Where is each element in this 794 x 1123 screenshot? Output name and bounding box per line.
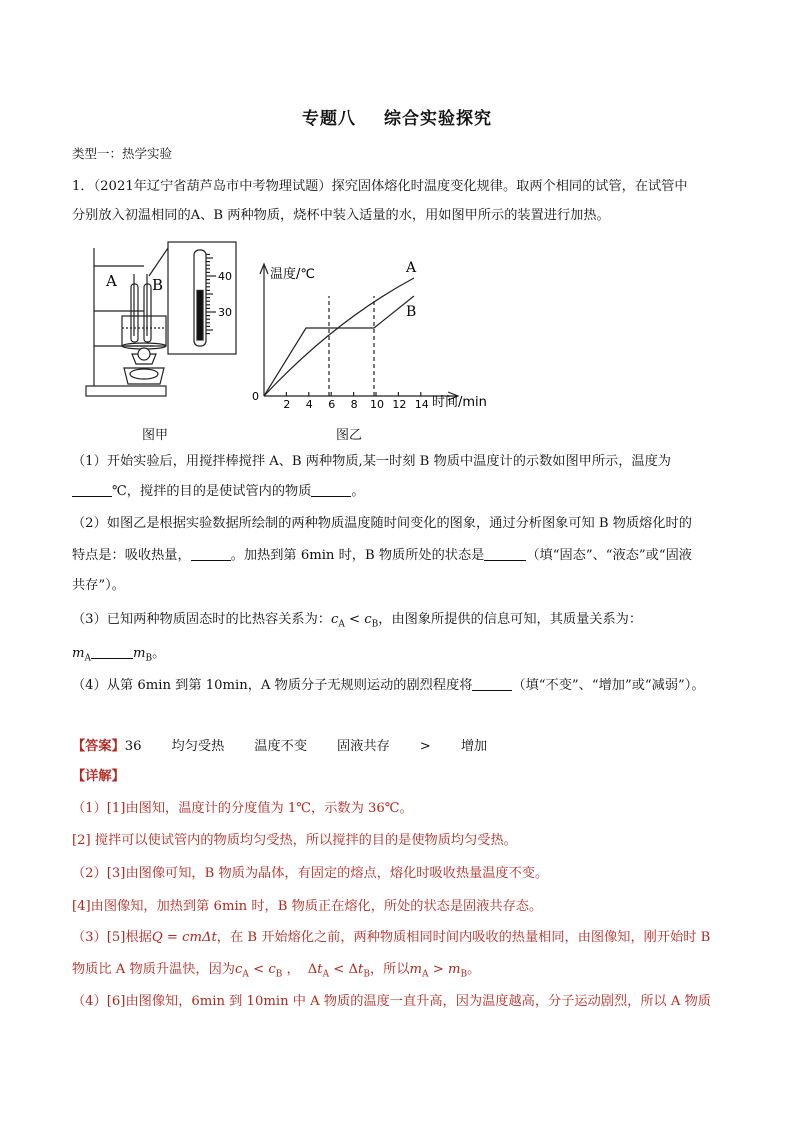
detail-line-5: [72, 928, 732, 948]
detail5-text-a: （3）[5]根据: [72, 930, 152, 945]
series-b-line: [264, 296, 417, 396]
answer-6: 增加: [460, 739, 488, 754]
answer-5: >: [419, 739, 431, 754]
experiment-figures: [84, 236, 534, 436]
part2-text-b: 。加热到第 6min 时，B 物质所处的状态是: [230, 548, 485, 563]
graph-xlabel: 时间/min: [432, 395, 487, 410]
thermo-label-40: 40: [218, 270, 232, 283]
temperature-time-graph: [260, 264, 458, 400]
part1-line1: （1）开始实验后，用搅拌棒搅拌 A、B 两种物质,某一时刻 B 物质中温度计的示数如图甲所示，温度为: [72, 454, 671, 469]
blank-3[interactable]: [191, 547, 231, 561]
blank-1[interactable]: [72, 483, 112, 497]
detail5-formula: Q = cmΔt: [151, 930, 217, 945]
question-line-1: 1．（2021年辽宁省葫芦岛市中考物理试题）探究固体熔化时温度变化规律。取两个相同的试管，在试管中: [72, 179, 688, 194]
x-tick-label: 6: [328, 398, 336, 411]
x-tick-label: 10: [370, 398, 384, 411]
lamp-body: [130, 369, 158, 379]
part4-line: [72, 676, 732, 696]
x-tick-label: 4: [305, 398, 313, 411]
figure-jia-caption: 图甲: [142, 428, 169, 443]
blank-4[interactable]: [484, 547, 526, 561]
part3-text-b: ，由图象所提供的信息可知，其质量关系为：: [378, 612, 643, 627]
answer-1: 36: [124, 739, 142, 754]
mercury-column: [197, 290, 203, 340]
detail-label: 【详解】: [72, 769, 125, 784]
detail-line-6: 物质比 A 物质升温快，因为$c_A < c_B$ ， $\Delta t_A < \Delta t_B$，所以$m_A > m_B$。: [72, 962, 481, 980]
x-tick-labels: [283, 398, 428, 411]
series-b-label: B: [406, 304, 417, 320]
answer-4: 固液共存: [337, 739, 390, 754]
x-tick-label: 12: [392, 398, 407, 411]
thermometer-zoom: [168, 242, 236, 354]
part4-text-b: （填“不变”、“增加”或“减弱”）。: [512, 678, 705, 693]
part2-text-a: 特点是：吸收热量，: [72, 548, 191, 563]
part2-line1: （2）如图乙是根据实验数据所绘制的两种物质温度随时间变化的图象，通过分析图象可知 B 物质熔化时的: [72, 516, 692, 531]
title-part1: 专题八: [302, 109, 356, 129]
part2-text-c: （填“固态”、“液态”或“固液: [526, 548, 692, 563]
tube-a-label: A: [106, 272, 117, 290]
question-line-2: 分别放入初温相同的A、B 两种物质，烧杯中装入适量的水，用如图甲所示的装置进行加热。: [72, 208, 610, 223]
apparatus-figure: [86, 248, 168, 396]
detail5-text-b: ，在 B 开始熔化之前，两种物质相同时间内吸收的热量相同，由图像知，刚开始时 B: [216, 930, 711, 945]
answer-3: 温度不变: [254, 739, 308, 754]
thermometer-ticks: [206, 254, 216, 333]
blank-6[interactable]: [472, 677, 512, 691]
type-heading: 类型一：热学实验: [72, 146, 173, 161]
part1-text-a: ℃，搅拌的目的是使试管内的物质: [112, 484, 312, 499]
detail-line-1: （1）[1]由图知，温度计的分度值为 1℃，示数为 36℃。: [72, 801, 413, 816]
flame: [138, 348, 150, 360]
part3-line1: （3）已知两种物质固态时的比热容关系为：$c_A < c_B$，由图象所提供的信息可知，其质量关系为：: [72, 612, 643, 630]
tube-b-label: B: [152, 276, 164, 294]
title-part2: 综合实验探究: [384, 109, 492, 129]
detail-line-3: （2）[3]由图像可知，B 物质为晶体，有固定的熔点，熔化时吸收热量温度不变。: [72, 866, 549, 881]
detail-line-4: [4]由图像知，加热到第 6min 时，B 物质正在熔化，所处的状态是固液共存态。: [72, 899, 543, 914]
x-tick-label: 8: [350, 398, 358, 411]
x-tick-label: 14: [414, 398, 429, 411]
detail6-end: 。: [467, 962, 481, 977]
answer-line: [72, 737, 732, 757]
detail6-text-c: ，所以: [369, 962, 410, 977]
detail6-text-a: 物质比 A 物质升温快，因为: [72, 962, 235, 977]
part2-line2: [72, 546, 732, 566]
part2-line3: 共存”）。: [72, 578, 125, 593]
detail-line-7: （4）[6]由图像知，6min 到 10min 中 A 物质的温度一直升高，因为温度越高，分子运动剧烈，所以 A 物质: [72, 994, 711, 1009]
part1-line2: [72, 482, 732, 502]
stand-base: [86, 386, 166, 396]
part3-text-a: （3）已知两种物质固态时的比热容关系为：: [72, 612, 331, 627]
figure-yi-caption: 图乙: [336, 428, 363, 443]
thermo-label-30: 30: [218, 306, 232, 319]
blank-5[interactable]: [91, 645, 133, 659]
series-a-line: [264, 278, 417, 396]
blank-2[interactable]: [311, 483, 351, 497]
part1-text-b: 。: [351, 484, 365, 499]
graph-origin: 0: [252, 390, 259, 403]
page-title: [0, 104, 794, 129]
thermo-pointer: [149, 248, 168, 276]
detail-line-2: [2] 搅拌可以使试管内的物质均匀受热，所以搅拌的目的是使物质均匀受热。: [72, 833, 517, 848]
graph-ylabel: 温度/℃: [270, 267, 315, 282]
series-a-label: A: [406, 260, 417, 276]
part4-text-a: （4）从第 6min 到第 10min，A 物质分子无规则运动的剧烈程度将: [72, 678, 473, 693]
alcohol-lamp: [124, 368, 164, 384]
answer-2: 均匀受热: [171, 739, 225, 754]
part3-line2: $m_A$ $m_B$。: [72, 646, 166, 664]
x-tick-label: 2: [283, 398, 291, 411]
answer-label: 【答案】: [72, 739, 125, 754]
part3-end: 。: [152, 646, 166, 661]
